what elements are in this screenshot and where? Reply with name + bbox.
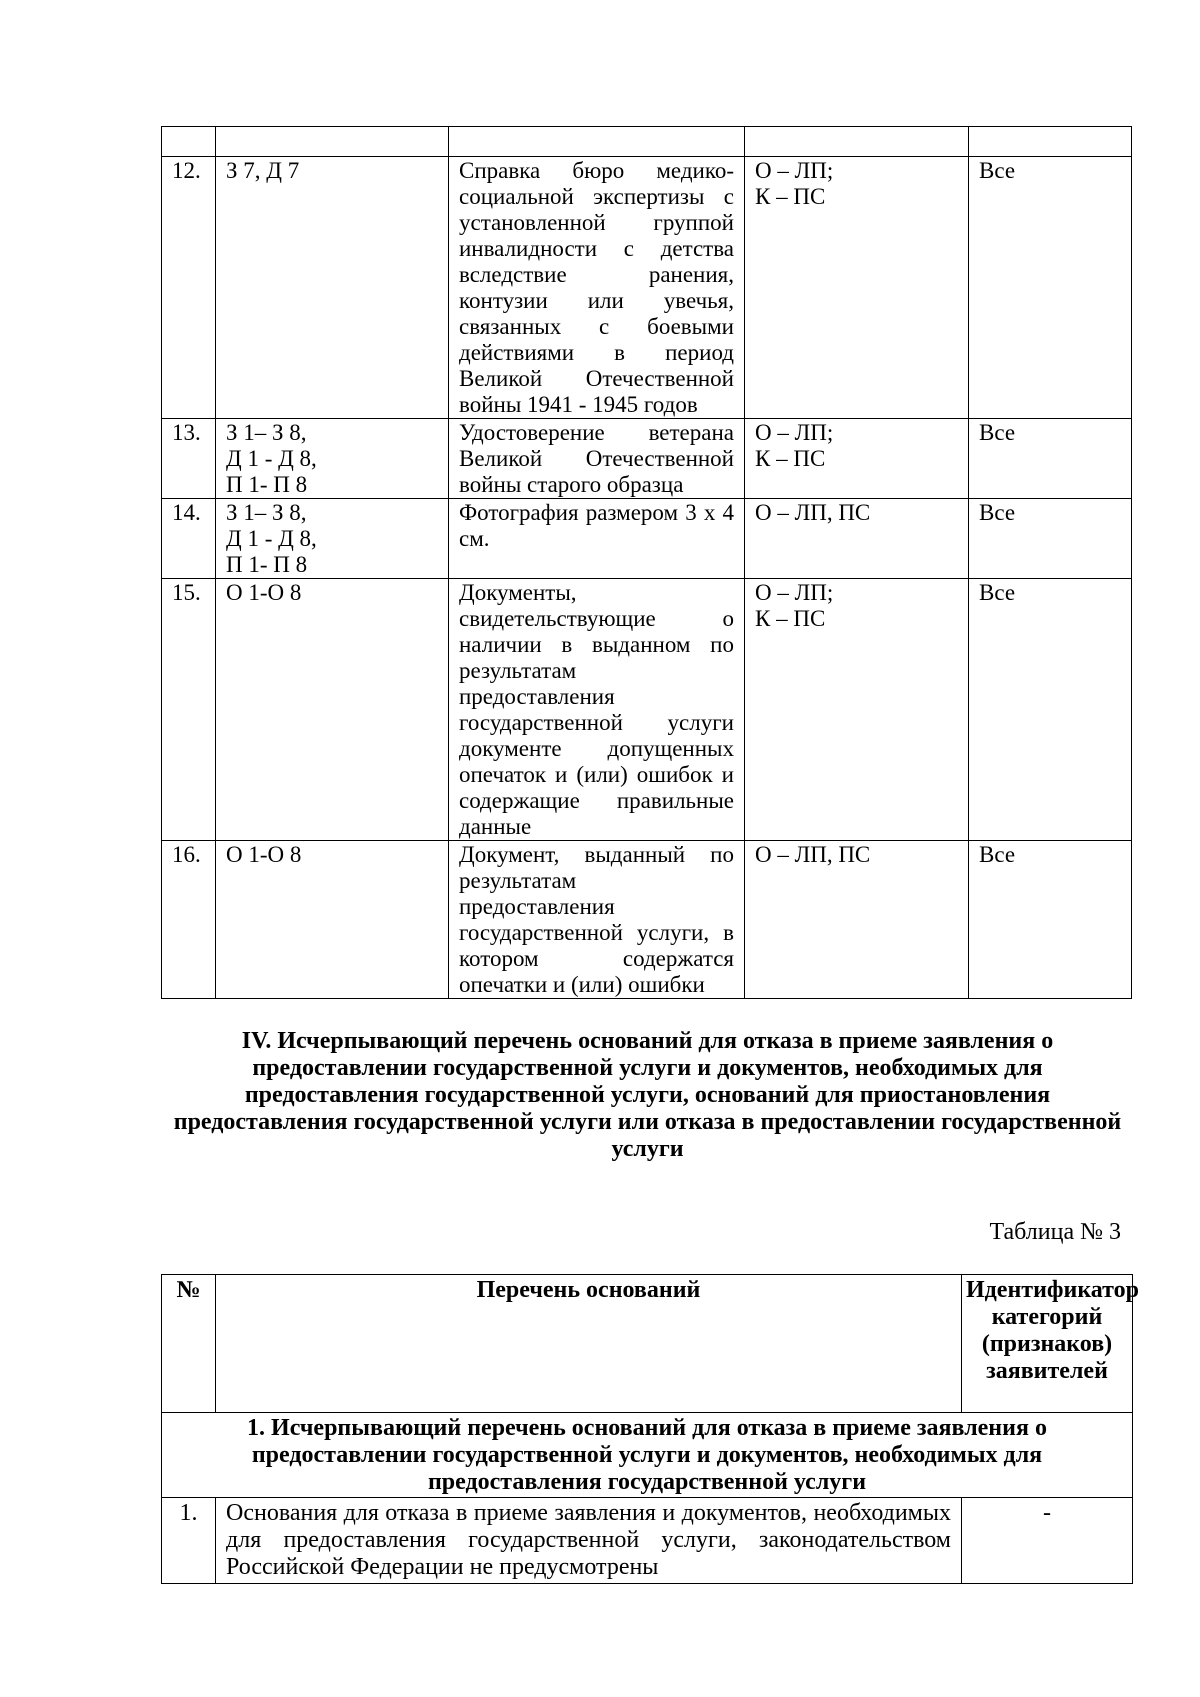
reason-text: Основания для отказа в приеме заявления и документов, необходимых для предоставления государственной услуги, законодательством Российской Федерации не предусмотрены	[216, 1498, 962, 1584]
category-codes: З 1– З 8, Д 1 - Д 8, П 1- П 8	[216, 499, 449, 579]
category-codes: З 1– З 8, Д 1 - Д 8, П 1- П 8	[216, 419, 449, 499]
table-row	[162, 579, 1132, 841]
document-description: Справка бюро медико-социальной экспертизы с установленной группой инвалидности с детства вследствие ранения, контузии или увечья, связанных с боевыми действиями в период Великой Отечественной войны 1941 - 1945 годов	[449, 157, 745, 419]
table-row	[162, 499, 1132, 579]
submission-form: О – ЛП; К – ПС	[745, 157, 969, 419]
document-description: Фотография размером 3 х 4 см.	[449, 499, 745, 579]
applicants: Все	[969, 841, 1132, 999]
applicants: Все	[969, 499, 1132, 579]
documents-table-continuation	[161, 126, 1132, 999]
row-number: 13.	[162, 419, 216, 499]
column-header-category: Идентификатор категорий (признаков) заявителей	[962, 1275, 1133, 1413]
table-header-row	[162, 1275, 1133, 1413]
document-description: Документ, выданный по результатам предоставления государственной услуги, в котором содержатся опечатки и (или) ошибки	[449, 841, 745, 999]
document-description: Удостоверение ветерана Великой Отечественной войны старого образца	[449, 419, 745, 499]
submission-form: О – ЛП; К – ПС	[745, 579, 969, 841]
applicants: Все	[969, 419, 1132, 499]
submission-form: О – ЛП, ПС	[745, 499, 969, 579]
row-number: 16.	[162, 841, 216, 999]
table-row	[162, 419, 1132, 499]
category-codes: О 1-О 8	[216, 579, 449, 841]
row-number: 14.	[162, 499, 216, 579]
table-row	[162, 1498, 1133, 1584]
table-row	[162, 841, 1132, 999]
row-number: 12.	[162, 157, 216, 419]
refusal-grounds-table	[161, 1274, 1140, 1584]
table-row	[162, 157, 1132, 419]
column-header-number: №	[162, 1275, 216, 1413]
category-codes: З 7, Д 7	[216, 157, 449, 419]
applicants: Все	[969, 579, 1132, 841]
document-description: Документы, свидетельствующие о наличии в выданном по результатам предоставления государственной услуги документе допущенных опечаток и (или) ошибок и содержащие правильные данные	[449, 579, 745, 841]
applicants: Все	[969, 157, 1132, 419]
category-id: -	[962, 1498, 1133, 1584]
row-number: 15.	[162, 579, 216, 841]
table-subheading: 1. Исчерпывающий перечень оснований для отказа в приеме заявления о предоставлении государственной услуги и документов, необходимых для предоставления государственной услуги	[162, 1413, 1133, 1498]
table-continuation-row	[162, 127, 1132, 157]
submission-form: О – ЛП, ПС	[745, 841, 969, 999]
category-codes: О 1-О 8	[216, 841, 449, 999]
submission-form: О – ЛП; К – ПС	[745, 419, 969, 499]
table-subheading-row	[162, 1413, 1133, 1498]
section-heading: IV. Исчерпывающий перечень оснований для отказа в приеме заявления о предоставлении государственной услуги и документов, необходимых для предоставления государственной услуги, оснований для приостановления предоставления государственной услуги или отказа в предоставлении государственной услуги	[173, 1028, 1122, 1162]
column-header-reasons: Перечень оснований	[216, 1275, 962, 1413]
row-number: 1.	[162, 1498, 216, 1584]
table-caption: Таблица № 3	[989, 1219, 1121, 1245]
